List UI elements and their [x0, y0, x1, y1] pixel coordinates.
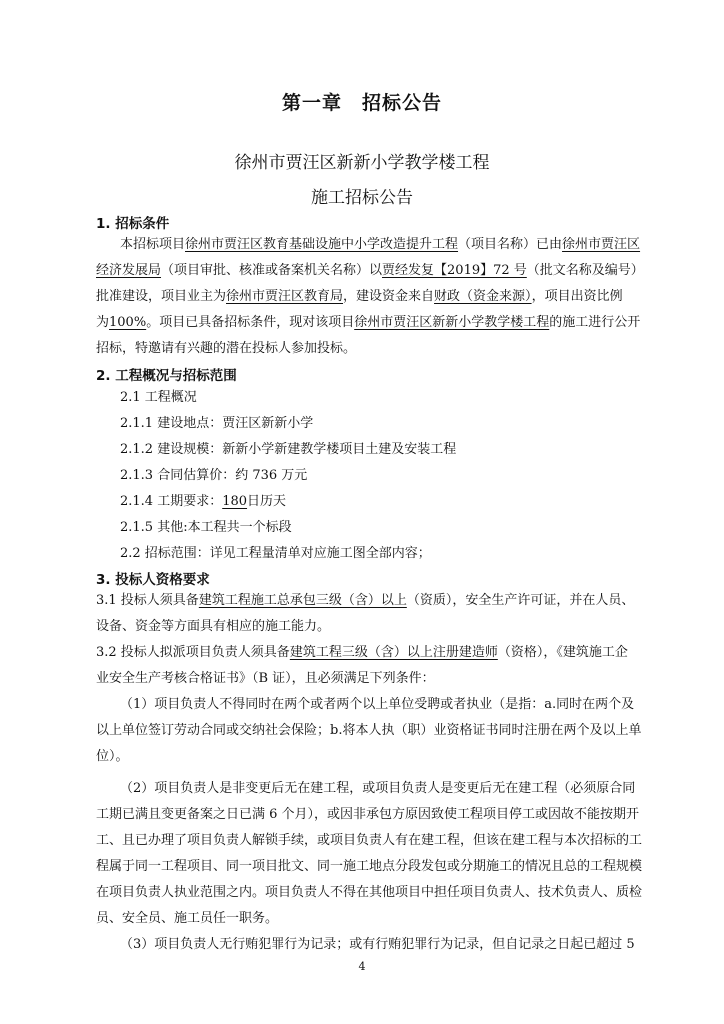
s1-line-4	[96, 310, 640, 336]
s1-line-2	[96, 258, 644, 284]
notice-title: 施工招标公告	[311, 188, 413, 208]
approval-document-no: 贾经发复【2019】72 号	[382, 263, 527, 278]
s3-line: 位）。	[96, 749, 129, 764]
s2-item: 2.1 工程概况	[120, 390, 197, 405]
s2-item: 2.1.2 建设规模：新新小学新建教学楼项目土建及安装工程	[120, 442, 457, 457]
text: ，项目出资比例	[531, 289, 623, 304]
s2-item: 2.2 招标范围：详见工程量清单对应施工图全部内容；	[120, 546, 431, 561]
text: ，建设资金来自	[343, 289, 435, 304]
text: 。项目已具备招标条件，现对该项目	[146, 315, 355, 330]
text: 为	[96, 315, 110, 330]
text: 2.1.4 工期要求：	[120, 494, 223, 509]
text: 批准建设，项目业主为	[96, 289, 227, 304]
s3-line: （2）项目负责人是非变更后无在建工程，或项目负责人是变更后无在建工程（必须原合同	[120, 781, 636, 796]
s3-line: 员、安全员、施工员任一职务。	[96, 911, 279, 926]
s1-line-3	[96, 284, 623, 310]
project-owner: 徐州市贾汪区教育局	[226, 289, 344, 304]
duration-days: 180	[222, 494, 248, 509]
s3-line: 业安全生产考核合格证书》（B 证），且必须满足下列条件：	[96, 671, 435, 686]
s3-line: 以上单位签订劳动合同或交纳社会保险；b.将本人执（职）业资格证书同时注册在两个及以上单	[96, 723, 642, 738]
s3-line	[96, 588, 634, 614]
text: 日历天	[247, 494, 287, 509]
s2-item	[120, 489, 286, 515]
text: 本招标项目	[120, 237, 186, 252]
chapter-title: 第一章 招标公告	[281, 92, 442, 114]
section-3-heading: 3. 投标人资格要求	[96, 572, 210, 588]
s3-line: 设备、资金等方面具有相应的施工能力。	[96, 619, 331, 634]
manager-qualification: 建筑工程三级（含）以上注册建造师	[289, 645, 498, 660]
s2-item: 2.1.3 合同估算价：约 736 万元	[120, 468, 308, 483]
s3-line	[96, 640, 628, 666]
text: （批文名称及编号）	[526, 263, 644, 278]
text: 3.2 投标人拟派项目负责人须具备	[96, 645, 290, 660]
s2-item: 2.1.5 其他:本工程共一个标段	[120, 520, 292, 535]
approval-authority: 徐州市贾汪区	[562, 237, 641, 252]
s1-line-1	[120, 232, 640, 258]
s3-line: 在项目负责人执业范围之内。项目负责人不得在其他项目中担任项目负责人、技术负责人、质检	[96, 885, 643, 900]
s3-line: 程属于同一工程项目、同一项目批文、同一施工地点分段发包或分期施工的情况且总的工程规模	[96, 859, 643, 874]
s3-line: 工、且已办理了项目负责人解锁手续，或项目负责人有在建工程，但该在建工程与本次招标的工	[96, 833, 643, 848]
project-title: 徐州市贾汪区新新小学教学楼工程	[234, 153, 490, 173]
s3-line: 工期已满且变更备案之日已满 6 个月），或因非承包方原因致使工程项目停工或因故不能按期开	[96, 807, 640, 822]
text: （资格），《建筑施工企	[497, 645, 628, 660]
s1-line-5: 招标，特邀请有兴趣的潜在投标人参加投标。	[96, 341, 357, 356]
project-name: 徐州市贾汪区教育基础设施中小学改造提升工程	[185, 237, 459, 252]
page-number: 4	[358, 960, 366, 973]
fund-source: 财政（资金来源）	[434, 289, 532, 304]
funding-ratio: 100%	[109, 315, 147, 330]
text: （项目名称）已由	[458, 237, 563, 252]
s3-line: （3）项目负责人无行贿犯罪行为记录；或有行贿犯罪行为记录，但自记录之日起已超过 5	[120, 937, 635, 952]
project-name-2: 徐州市贾汪区新新小学教学楼工程	[354, 315, 550, 330]
section-2-heading: 2. 工程概况与招标范围	[96, 368, 237, 384]
text: 3.1 投标人须具备	[96, 593, 199, 608]
s3-line: （1）项目负责人不得同时在两个或者两个以上单位受聘或者执业（是指：a.同时在两个及	[120, 697, 635, 712]
text: （项目审批、核准或备案机关名称）以	[161, 263, 383, 278]
s2-item: 2.1.1 建设地点：贾汪区新新小学	[120, 416, 314, 431]
text: 的施工进行公开	[549, 315, 641, 330]
approval-authority-cont: 经济发展局	[96, 263, 162, 278]
text: （资质），安全生产许可证，并在人员、	[406, 593, 635, 608]
section-1-heading: 1. 招标条件	[96, 216, 170, 232]
qualification-requirement: 建筑工程施工总承包三级（含）以上	[198, 593, 407, 608]
